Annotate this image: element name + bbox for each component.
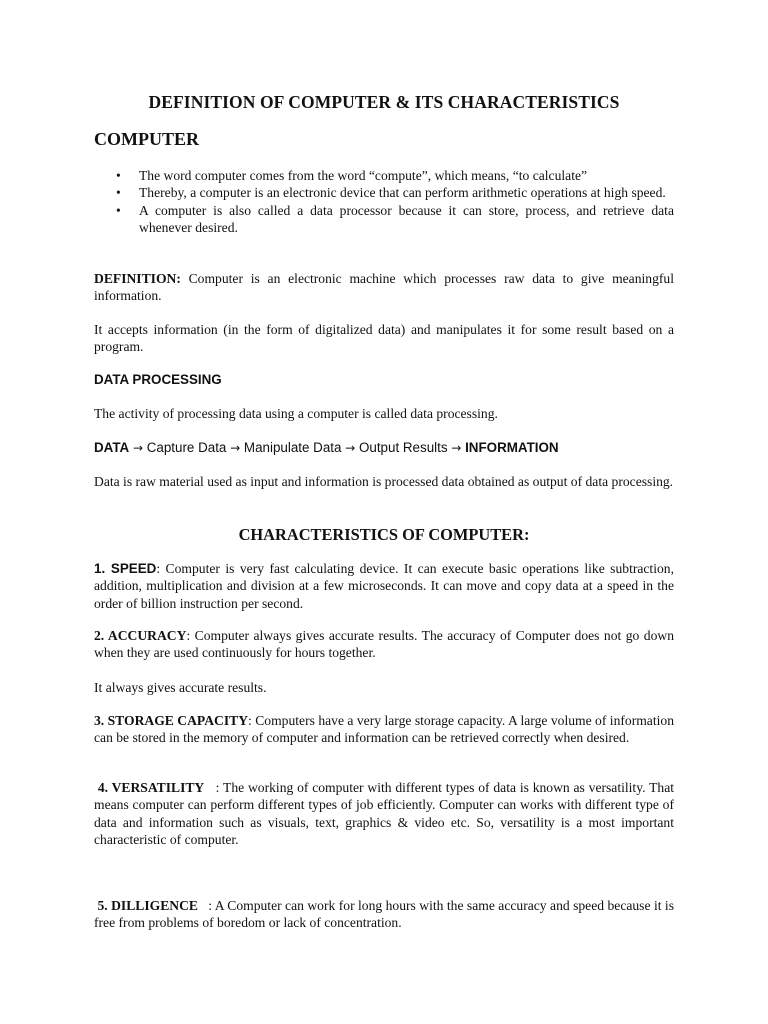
document-page	[94, 0, 678, 1024]
bullet-text: The word computer comes from the word “compute”, which means, “to calculate”	[139, 168, 588, 183]
bullet-icon: •	[116, 202, 121, 218]
data-flow	[94, 439, 674, 457]
characteristic-text: : Computer is very fast calculating device. It can execute basic operations like subtraction, addition, multiplication and division at a few microseconds. It can move and copy data at a speed in the order of billion instruction per second.	[94, 561, 674, 611]
definition-label: DEFINITION:	[94, 271, 181, 286]
characteristic-label: 3. STORAGE CAPACITY	[94, 713, 249, 728]
definition-text: Computer is an electronic machine which processes raw data to give meaningful information.	[94, 271, 674, 304]
characteristic-text: : A Computer can work for long hours with the same accuracy and speed because it is free from problems of boredom or lack of concentration.	[94, 898, 678, 931]
characteristic-storage-capacity	[94, 712, 674, 747]
characteristics-heading: CHARACTERISTICS OF COMPUTER:	[238, 525, 530, 544]
flow-step: Output Results	[358, 440, 448, 455]
data-processing-definition: The activity of processing data using a computer is called data processing.	[94, 406, 498, 421]
flow-step: Manipulate Data	[243, 440, 342, 455]
characteristic-label: 1. SPEED	[94, 561, 157, 576]
characteristic-diligence	[94, 897, 678, 932]
document-title: DEFINITION OF COMPUTER & ITS CHARACTERISTICS	[148, 92, 620, 112]
characteristic-label: 2. ACCURACY	[94, 628, 187, 643]
characteristic-versatility	[94, 779, 678, 849]
data-processing-heading: DATA PROCESSING	[94, 372, 222, 387]
flow-step: Capture Data	[146, 440, 227, 455]
arrow-right-icon: →	[230, 441, 241, 455]
characteristic-text: : Computer always gives accurate results. The accuracy of Computer does not go down when they are used continuously for hours together.	[94, 628, 674, 661]
accepts-paragraph: It accepts information (in the form of digitalized data) and manipulates it for some result based on a program.	[94, 322, 674, 355]
arrow-right-icon: →	[451, 441, 462, 455]
computer-bullet-list	[94, 167, 674, 237]
list-item	[94, 167, 674, 184]
flow-start: DATA	[94, 440, 130, 455]
characteristic-accuracy	[94, 627, 674, 662]
characteristic-text: : The working of computer with different types of data is known as versatility. That means computer can perform different types of job efficiently. Computer can works with different type of data and information such as visuals, text, graphics & video etc. So, versatility is a most important characteristic of computer.	[94, 780, 678, 848]
characteristic-text: : Computers have a very large storage capacity. A large volume of information can be stored in the memory of computer and information can be retrieved correctly when desired.	[94, 713, 674, 746]
bullet-icon: •	[116, 185, 121, 201]
section-heading-computer: COMPUTER	[94, 129, 199, 149]
bullet-text: A computer is also called a data processor because it can store, process, and retrieve data whenever desired.	[139, 202, 674, 236]
flow-end: INFORMATION	[465, 440, 559, 455]
bullet-text: Thereby, a computer is an electronic device that can perform arithmetic operations at high speed.	[139, 185, 666, 201]
characteristic-text: It always gives accurate results.	[94, 680, 267, 695]
data-explanation-paragraph: Data is raw material used as input and information is processed data obtained as output of data processing.	[94, 474, 674, 489]
bullet-icon: •	[116, 168, 121, 183]
list-item	[94, 184, 674, 201]
characteristic-label: 5. DILLIGENCE	[94, 898, 198, 913]
definition-paragraph	[94, 270, 674, 305]
list-item	[94, 202, 674, 237]
characteristic-speed	[94, 560, 674, 612]
accuracy-note	[94, 679, 674, 696]
arrow-right-icon: →	[132, 441, 143, 455]
arrow-right-icon: →	[345, 441, 356, 455]
characteristic-label: 4. VERSATILITY	[94, 780, 205, 795]
